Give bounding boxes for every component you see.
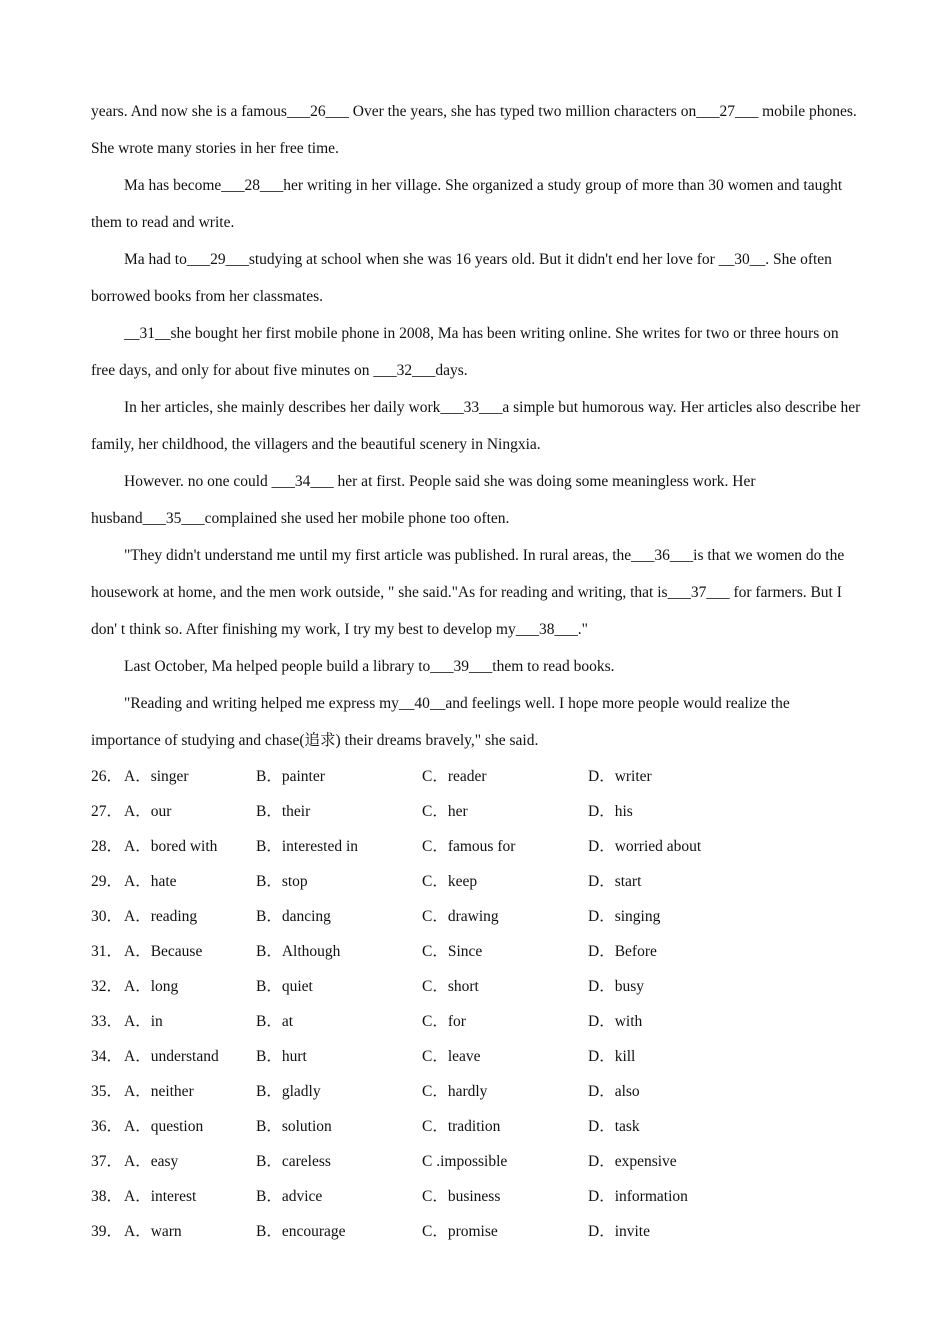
question-row-31 (91, 934, 861, 969)
question-row-39 (91, 1214, 861, 1249)
question-number: 35． (91, 1083, 123, 1100)
question-row-34 (91, 1039, 861, 1074)
question-options (91, 759, 861, 1249)
paragraph-3: Ma had to___29___studying at school when she was 16 years old. But it didn't end her love for __30__. She often borrowed books from her classmates. (91, 251, 832, 305)
question-row-37 (91, 1144, 861, 1179)
option-d: D．writer (588, 768, 652, 785)
paragraph-6: However. no one could ___34___ her at first. People said she was doing some meaningless work. Her husband___35___complained she used her mobile phone too often. (91, 473, 756, 527)
option-b: B．quiet (256, 978, 313, 995)
question-number: 34． (91, 1048, 123, 1065)
question-number: 38． (91, 1188, 123, 1205)
option-a: A．interest (124, 1188, 197, 1205)
option-b: B．dancing (256, 908, 331, 925)
option-a: A．question (124, 1118, 204, 1135)
option-c: C．tradition (422, 1118, 501, 1135)
option-b: B．their (256, 803, 311, 820)
option-b: B．careless (256, 1153, 331, 1170)
question-number: 37． (91, 1153, 123, 1170)
option-d: D．his (588, 803, 633, 820)
question-row-36 (91, 1109, 861, 1144)
question-number: 26． (91, 768, 123, 785)
option-b: B．encourage (256, 1223, 346, 1240)
option-c: C .impossible (422, 1153, 508, 1170)
option-d: D．also (588, 1083, 640, 1100)
paragraph-5: In her articles, she mainly describes her daily work___33___a simple but humorous way. Her articles also describe her family, her childhood, the villagers and the beautiful scenery in Ningxia. (91, 399, 861, 453)
option-d: D．information (588, 1188, 688, 1205)
option-d: D．invite (588, 1223, 650, 1240)
option-b: B．hurt (256, 1048, 307, 1065)
option-d: D．singing (588, 908, 661, 925)
question-number: 36． (91, 1118, 123, 1135)
option-d: D．worried about (588, 838, 702, 855)
option-c: C．Since (422, 943, 483, 960)
paragraph-4: __31__she bought her first mobile phone in 2008, Ma has been writing online. She writes for two or three hours on free days, and only for about five minutes on ___32___days. (91, 325, 839, 379)
option-c: C．promise (422, 1223, 498, 1240)
option-a: A．our (124, 803, 172, 820)
option-a: A．understand (124, 1048, 219, 1065)
option-c: C．reader (422, 768, 487, 785)
option-d: D．with (588, 1013, 643, 1030)
question-number: 27． (91, 803, 123, 820)
option-a: A．warn (124, 1223, 182, 1240)
option-b: B．solution (256, 1118, 332, 1135)
option-d: D．kill (588, 1048, 636, 1065)
passage (91, 93, 861, 759)
option-a: A．neither (124, 1083, 194, 1100)
option-c: C．leave (422, 1048, 481, 1065)
paragraph-7: "They didn't understand me until my first article was published. In rural areas, the___36___is that we women do the housework at home, and the men work outside, " she said."As for reading and writing, that is___37___ for farmers. But I don' t think so. After finishing my work, I try my best to develop my___38___." (91, 547, 845, 638)
question-row-27 (91, 794, 861, 829)
question-row-33 (91, 1004, 861, 1039)
option-b: B．at (256, 1013, 294, 1030)
option-b: B．interested in (256, 838, 359, 855)
option-d: D．Before (588, 943, 657, 960)
option-c: C．business (422, 1188, 501, 1205)
paragraph-1: years. And now she is a famous___26___ Over the years, she has typed two million characters on___27___ mobile phones. She wrote many stories in her free time. (91, 103, 857, 157)
question-row-29 (91, 864, 861, 899)
option-c: C．keep (422, 873, 478, 890)
option-c: C．for (422, 1013, 466, 1030)
question-number: 29． (91, 873, 123, 890)
option-b: B．painter (256, 768, 325, 785)
option-c: C．drawing (422, 908, 499, 925)
question-number: 32． (91, 978, 123, 995)
question-number: 31． (91, 943, 123, 960)
paragraph-9: "Reading and writing helped me express my__40__and feelings well. I hope more people would realize the importance of studying and chase(追求) their dreams bravely," she said. (91, 695, 790, 749)
option-a: A．long (124, 978, 179, 995)
option-d: D．expensive (588, 1153, 677, 1170)
option-a: A．reading (124, 908, 198, 925)
paragraph-8: Last October, Ma helped people build a library to___39___them to read books. (124, 658, 615, 675)
question-row-35 (91, 1074, 861, 1109)
question-number: 33． (91, 1013, 123, 1030)
option-b: B．stop (256, 873, 308, 890)
option-b: B．gladly (256, 1083, 321, 1100)
question-row-32 (91, 969, 861, 1004)
option-b: B．advice (256, 1188, 323, 1205)
question-number: 39． (91, 1223, 123, 1240)
option-b: B．Although (256, 943, 341, 960)
option-a: A．easy (124, 1153, 179, 1170)
option-d: D．task (588, 1118, 640, 1135)
paragraph-2: Ma has become___28___her writing in her village. She organized a study group of more than 30 women and taught them to read and write. (91, 177, 843, 231)
option-d: D．busy (588, 978, 644, 995)
option-a: A．hate (124, 873, 177, 890)
question-number: 30． (91, 908, 123, 925)
question-row-26 (91, 759, 861, 794)
question-row-30 (91, 899, 861, 934)
option-d: D．start (588, 873, 642, 890)
option-a: A．singer (124, 768, 189, 785)
option-c: C．short (422, 978, 479, 995)
question-row-38 (91, 1179, 861, 1214)
option-a: A．in (124, 1013, 163, 1030)
option-c: C．famous for (422, 838, 516, 855)
option-a: A．Because (124, 943, 203, 960)
option-c: C．her (422, 803, 468, 820)
question-row-28 (91, 829, 861, 864)
option-a: A．bored with (124, 838, 218, 855)
option-c: C．hardly (422, 1083, 488, 1100)
document-page (91, 93, 861, 1249)
question-number: 28． (91, 838, 123, 855)
